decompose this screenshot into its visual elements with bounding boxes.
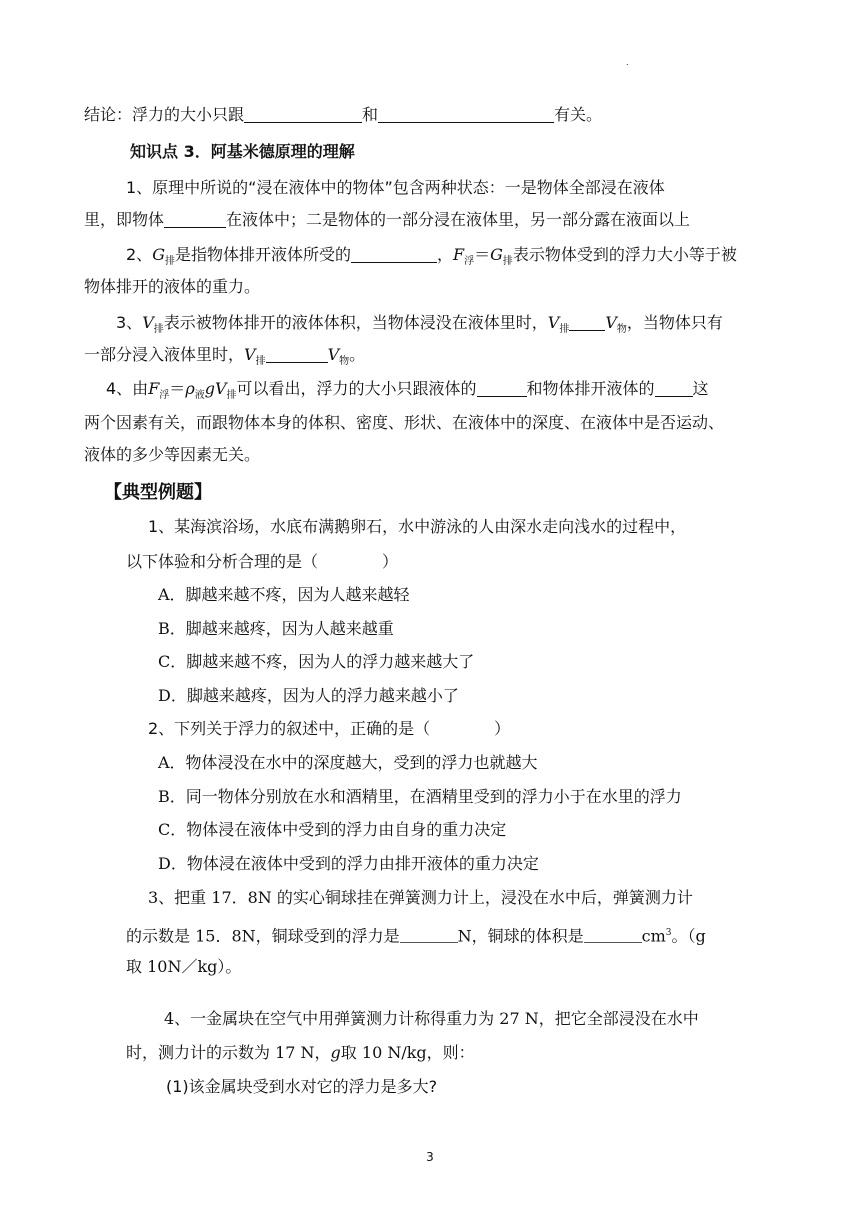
q1-stem-2: 以下体验和分析合理的是（ ） [126, 552, 399, 571]
blank-9 [400, 926, 458, 943]
p3-text-b: ，当物体只有 [626, 313, 723, 332]
p2-eq: ＝ [474, 245, 491, 264]
p1-line-2 [84, 208, 690, 232]
q2-option-a: A．物体浸没在水中的深度越大，受到的浮力也就越大 [158, 753, 538, 772]
q4-stem-1: 4、一金属块在空气中用弹簧测力计称得重力为 27 N，把它全部浸没在水中 [164, 1009, 699, 1028]
sub-pai-5: 排 [255, 356, 266, 367]
q4-subquestion-1: (1)该金属块受到水对它的浮力是多大? [166, 1077, 438, 1096]
blank-10 [584, 926, 642, 943]
p3-num: 3、 [116, 313, 143, 332]
page-number: 3 [426, 1150, 434, 1164]
page-mark: . [626, 58, 629, 67]
p4-text-a: 可以看出，浮力的大小只跟液体的 [236, 379, 477, 398]
unit-cm-exponent: 3 [665, 928, 672, 938]
q4-text-b: 时，测力计的示数为 17 N， [126, 1043, 331, 1062]
sub-pai-3: 排 [153, 324, 164, 335]
blank-4 [351, 244, 437, 263]
q3-stem-3: 取 10N／kg）。 [126, 957, 242, 976]
q2-stem: 2、下列关于浮力的叙述中，正确的是（ ） [148, 719, 511, 738]
blank-2 [378, 104, 554, 123]
blank-3 [164, 209, 226, 228]
p2-text-b: ， [436, 245, 453, 264]
sub-pai: 排 [164, 256, 175, 267]
p2-line-2: 物体排开的液体的重力。 [84, 277, 261, 296]
q3-stem-2 [126, 921, 706, 948]
p4-num: 4、由 [106, 379, 149, 398]
symbol-rho: ρ [185, 379, 195, 398]
blank-7 [477, 378, 527, 397]
p1-text-c: 在液体中；二是物体的一部分浸在液体里，另一部分露在液面以上 [226, 210, 691, 229]
symbol-g: g [330, 1043, 341, 1062]
p4-line-3: 液体的多少等因素无关。 [84, 445, 261, 464]
p2-num: 2、 [126, 245, 153, 264]
p3-line-1 [116, 311, 723, 342]
blank-8 [655, 378, 693, 397]
section-title-kp3: 知识点 3．阿基米德原理的理解 [130, 142, 355, 161]
q1-stem-1: 1、某海滨浴场，水底布满鹅卵石，水中游泳的人由深水走向浅水的过程中， [148, 517, 687, 536]
unit-cm: cm [641, 926, 666, 946]
blank-5 [569, 312, 605, 331]
q1-option-d: D．脚越来越疼，因为人的浮力越来越小了 [158, 686, 459, 705]
symbol-F: F [453, 245, 465, 264]
p3-line-2 [84, 343, 365, 374]
p2-text-c: 表示物体受到的浮力大小等于被 [512, 245, 737, 264]
sub-ye: 液 [194, 390, 205, 401]
p3-text-a: 表示被物体排开的液体体积，当物体浸没在液体里时， [163, 313, 548, 332]
q3-text-c: N，铜球的体积是 [457, 926, 584, 946]
q2-option-b: B．同一物体分别放在水和酒精里，在酒精里受到的浮力小于在水里的浮力 [158, 787, 682, 806]
sub-wu: 物 [616, 324, 627, 335]
conclusion-text-a: 结论：浮力的大小只跟 [84, 105, 245, 124]
q1-option-a: A．脚越来越不疼，因为人越来越轻 [158, 585, 410, 604]
conclusion-line [84, 103, 602, 127]
p3-text-d: 。 [349, 345, 366, 364]
p1-text-b: 里，即物体 [84, 210, 165, 229]
p4-text-c: 这 [692, 379, 709, 398]
p4-line-1 [106, 377, 709, 408]
q2-option-c: C．物体浸在液体中受到的浮力由自身的重力决定 [158, 820, 507, 839]
sub-pai-4: 排 [559, 324, 570, 335]
symbol-G-2: G [490, 245, 503, 264]
p4-line-2: 两个因素有关，而跟物体本身的体积、密度、形状、在液体中的深度、在液体中是否运动、 [84, 413, 725, 432]
blank-1 [244, 104, 362, 123]
p4-text-b: 和物体排开液体的 [526, 379, 655, 398]
symbol-V-5: V [327, 345, 340, 364]
sub-fu: 浮 [464, 256, 475, 267]
p2-text-a: 是指物体排开液体所受的 [174, 245, 351, 264]
q2-option-d: D．物体浸在液体中受到的浮力由排开液体的重力决定 [158, 854, 539, 873]
conclusion-text-c: 有关。 [554, 105, 603, 124]
q4-stem-2 [126, 1041, 475, 1065]
symbol-V-2: V [547, 313, 560, 332]
sub-pai-6: 排 [226, 390, 237, 401]
section-title-examples: 【典型例题】 [104, 482, 212, 503]
symbol-F-2: F [148, 379, 160, 398]
p3-text-c: 一部分浸入液体里时， [84, 345, 245, 364]
q1-option-b: B．脚越来越疼，因为人越来越重 [158, 619, 394, 638]
conclusion-text-b: 和 [362, 105, 379, 124]
q3-stem-1: 3、把重 17．8N 的实心铜球挂在弹簧测力计上，浸没在水中后，弹簧测力计 [148, 888, 693, 907]
sub-fu-2: 浮 [159, 390, 170, 401]
symbol-V-3: V [605, 313, 617, 332]
symbol-G: G [152, 245, 165, 264]
q3-text-b: 的示数是 15．8N，铜球受到的浮力是 [126, 926, 400, 946]
blank-6 [266, 344, 328, 363]
sub-wu-2: 物 [339, 356, 350, 367]
p4-eq: ＝ [169, 379, 186, 398]
symbol-V-4: V [244, 345, 256, 364]
symbol-gV: gV [204, 379, 227, 398]
q3-text-d: 。（g [671, 926, 706, 946]
q1-option-c: C．脚越来越不疼，因为人的浮力越来越大了 [158, 652, 475, 671]
q4-text-c: 取 10 N/kg，则： [340, 1043, 475, 1062]
symbol-V: V [142, 313, 154, 332]
p1-line-1: 1、原理中所说的“浸在液体中的物体”包含两种状态：一是物体全部浸在液体 [126, 178, 665, 197]
sub-pai-2: 排 [502, 256, 513, 267]
p2-line-1 [126, 243, 737, 274]
